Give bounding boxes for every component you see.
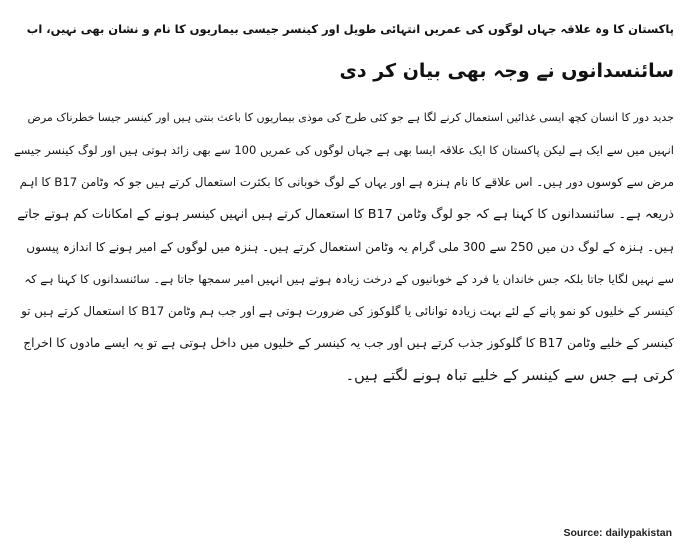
body-line: کرتی ہے جس سے کینسر کے خلیے تباہ ہونے لگتے ہیں۔ bbox=[345, 367, 674, 384]
body-line: سے نہیں لگایا جاتا بلکہ جس خاندان یا فرد کے خوبانیوں کے درخت زیادہ ہوتے ہیں انہیں امیر سمجھا جاتا ہے۔ سائنسدانوں کا کہنا ہے کہ bbox=[24, 272, 674, 287]
body-line: کینسر کے خلیے وٹامن B17 کا گلوکوز جذب کرتے ہیں اور جب یہ کینسر کے خلیوں میں داخل ہوتی ہے تو یہ ایسے مادوں کا اخراج bbox=[23, 336, 674, 351]
article-headline bbox=[14, 8, 674, 92]
body-line: ہیں۔ ہنزہ کے لوگ دن میں 250 سے 300 ملی گرام یہ وٹامن استعمال کرتے ہیں۔ ہنزہ میں لوگوں کے امیر ہونے کا اندازہ پیسوں bbox=[26, 239, 674, 254]
source-credit: Source: dailypakistan bbox=[563, 527, 672, 539]
body-line: انہیں میں سے ایک ہے لیکن پاکستان کا ایک علاقہ ایسا بھی ہے جہاں لوگوں کی عمریں 100 سے بھی زائد ہوتی ہیں اور لوگ کینسر جیسے bbox=[13, 143, 674, 158]
headline-line: پاکستان کا وہ علاقہ جہاں لوگوں کی عمریں انتہائی طویل اور کینسر جیسی بیماریوں کا نام و نشان بھی نہیں، اب bbox=[26, 22, 674, 36]
article-body bbox=[14, 102, 674, 392]
body-line: کینسر کے خلیوں کو نمو پانے کے لئے بہت زیادہ توانائی یا گلوکوز کی ضرورت ہوتی ہے اور جب ہم وٹامن B17 کا استعمال کرتے ہیں تو bbox=[21, 304, 674, 319]
body-line: ذریعہ ہے۔ سائنسدانوں کا کہنا ہے کہ جو لوگ وٹامن B17 کا استعمال کرتے ہیں انہیں کینسر ہونے کے امکانات کم ہوتے جاتے bbox=[17, 206, 674, 222]
body-line: مرض سے کوسوں دور ہیں۔ اس علاقے کا نام ہنزہ ہے اور یہاں کے لوگ خوبانی کا بکثرت استعمال کرتے ہیں جو کہ وٹامن B17 کا اہم bbox=[19, 175, 674, 190]
headline-line: سائنسدانوں نے وجہ بھی بیان کر دی bbox=[339, 60, 674, 82]
body-line: جدید دور کا انسان کچھ ایسی غذائیں استعمال کرنے لگا ہے جو کئی طرح کی موذی بیماریوں کا باعث بنتی ہیں اور کینسر جیسا خطرناک مرض bbox=[27, 111, 674, 124]
